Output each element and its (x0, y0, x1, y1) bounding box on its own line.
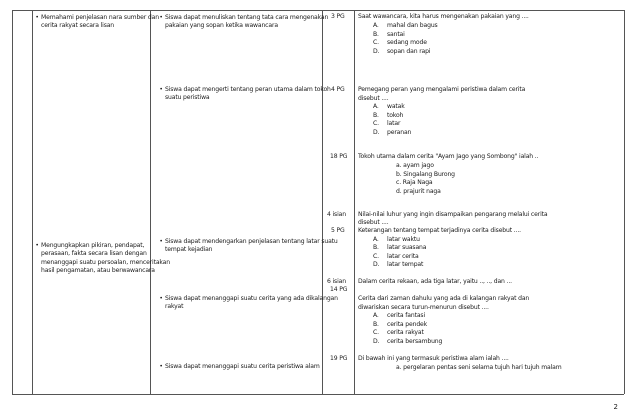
table-top-border (12, 10, 624, 11)
item-type: 4 PG (331, 86, 345, 93)
table-col-border-1 (32, 10, 33, 394)
option-item (373, 338, 442, 346)
item-type: 3 PG (331, 13, 345, 20)
option-label: A. (373, 22, 379, 29)
item-type: 18 PG (330, 153, 348, 160)
option-text: sopan dan rapi (387, 47, 431, 55)
competency-item (41, 14, 159, 31)
question-stem: Saat wawancara, kita harus mengenakan pakaian yang .... (358, 13, 529, 20)
question-stem: Dalam cerita rekaan, ada tiga latar, yaitu .., .., dan ... (358, 278, 512, 285)
item-type: 19 PG (330, 355, 348, 362)
option-label: A. (373, 312, 379, 319)
indicator-item (165, 238, 338, 255)
competency-line: • Memahami penjelasan nara sumber dan (41, 14, 159, 21)
option-item: a. ayam jago (396, 162, 434, 169)
option-label: A. (373, 103, 379, 110)
option-label: B. (373, 320, 379, 328)
option-item (373, 312, 425, 320)
competency-line: menanggapi suatu persoalan, menceritakan (41, 258, 170, 266)
table-col-border-0 (12, 10, 13, 394)
item-type: 5 PG (331, 227, 345, 234)
option-item (373, 120, 400, 128)
question-stem: Pemegang peran yang mengalami peristiwa dalam cerita (358, 86, 526, 93)
indicator-line: suatu peristiwa (165, 94, 210, 102)
item-type: 14 PG (330, 286, 348, 293)
indicator-line: • Siswa dapat menanggapi suatu cerita yang ada dikalangan (165, 295, 338, 302)
option-label: C. (373, 329, 379, 336)
option-item (373, 48, 430, 56)
option-item: d. prajurit naga (396, 187, 441, 195)
indicator-line: • Siswa dapat menuliskan tentang tata cara mengenakan (165, 14, 329, 21)
option-text: sedang mode (387, 39, 427, 46)
option-label: C. (373, 120, 379, 127)
indicator-line: pakaian yang sopan ketika wawancara (165, 22, 278, 30)
table-col-border-2 (150, 10, 151, 394)
option-text: latar suasana (387, 244, 427, 251)
indicator-line: rakyat (165, 303, 184, 311)
option-text: peranan (387, 128, 412, 136)
option-item: a. pergelaran pentas seni selama tujuh hari tujuh malam (396, 363, 562, 371)
question-stem: Tokoh utama dalam cerita "Ayam Jago yang Sombong" ialah .. (358, 153, 539, 160)
option-text: watak (387, 103, 405, 110)
option-item (373, 22, 438, 30)
table-bottom-border (12, 394, 624, 395)
question-stem: diwariskan secara turun-menurun disebut .... (358, 303, 489, 311)
question-stem: Cerita dari zaman dahulu yang ada di kalangan rakyat dan (358, 295, 530, 302)
option-item (373, 129, 411, 137)
option-text: mahal dan bagus (387, 22, 438, 29)
option-item (373, 39, 427, 47)
competency-line: perasaan, fakta secara lisan dengan (41, 250, 147, 258)
indicator-line: • Siswa dapat mengerti tentang peran utama dalam tokoh (165, 86, 331, 93)
option-label: B. (373, 111, 379, 119)
option-text: cerita pendek (387, 320, 428, 328)
option-item (373, 103, 405, 111)
indicator-item (165, 14, 328, 31)
indicator-item (165, 86, 331, 103)
option-item (373, 261, 423, 269)
option-label: B. (373, 244, 379, 251)
option-text: cerita rakyat (387, 329, 424, 336)
competency-line: cerita rakyat secara lisan (41, 22, 115, 30)
option-label: D. (373, 261, 380, 268)
option-item: c. Raja Naga (396, 179, 433, 186)
option-item (373, 321, 427, 329)
indicator-item (165, 363, 320, 371)
option-text: tokoh (387, 111, 404, 119)
question-stem: disebut .... (358, 219, 389, 226)
indicator-line: • Siswa dapat mendengarkan penjelasan tentang latar suatu (165, 238, 338, 245)
option-text: latar waktu (387, 235, 420, 243)
option-item: b. Singalang Burong (396, 170, 455, 178)
indicator-item (165, 295, 338, 312)
question-stem: Keterangan tentang tempat terjadinya cerita disebut .... (358, 227, 521, 234)
option-label: C. (373, 39, 379, 46)
table-col-border-3 (322, 10, 323, 394)
option-text: latar tempat (387, 261, 424, 268)
option-text: santai (387, 30, 405, 38)
question-stem: Di bawah ini yang termasuk peristiwa alam ialah .... (358, 355, 509, 362)
option-item (373, 329, 424, 337)
item-type: 4 isian (327, 211, 346, 218)
option-text: latar cerita (387, 252, 419, 260)
indicator-line: tempat kejadian (165, 246, 213, 254)
page-number: 2 (613, 403, 618, 411)
option-label: D. (373, 128, 380, 136)
table-col-border-4 (354, 10, 355, 394)
option-item (373, 112, 403, 120)
option-label: B. (373, 30, 379, 38)
option-item (373, 31, 405, 39)
question-stem: disebut .... (358, 94, 389, 102)
question-stem: Nilai-nilai luhur yang ingin disampaikan pengarang melalui cerita (358, 211, 548, 218)
option-label: A. (373, 235, 379, 243)
option-label: D. (373, 47, 380, 55)
option-label: C. (373, 252, 379, 260)
competency-item (41, 242, 170, 276)
option-text: cerita fantasi (387, 312, 425, 319)
indicator-line: • Siswa dapat menanggapi suatu cerita peristiwa alam (165, 363, 320, 370)
option-item (373, 244, 426, 252)
option-text: cerita bersambung (387, 337, 443, 345)
option-label: D. (373, 337, 380, 345)
option-item (373, 253, 419, 261)
competency-line: hasil pengamatan, atau berwawancara (41, 267, 155, 275)
item-type: 6 isian (327, 278, 346, 285)
table-col-border-5 (624, 10, 625, 394)
option-item (373, 236, 420, 244)
competency-line: • Mengungkapkan pikiran, pendapat, (41, 242, 145, 249)
option-text: latar (387, 120, 401, 127)
